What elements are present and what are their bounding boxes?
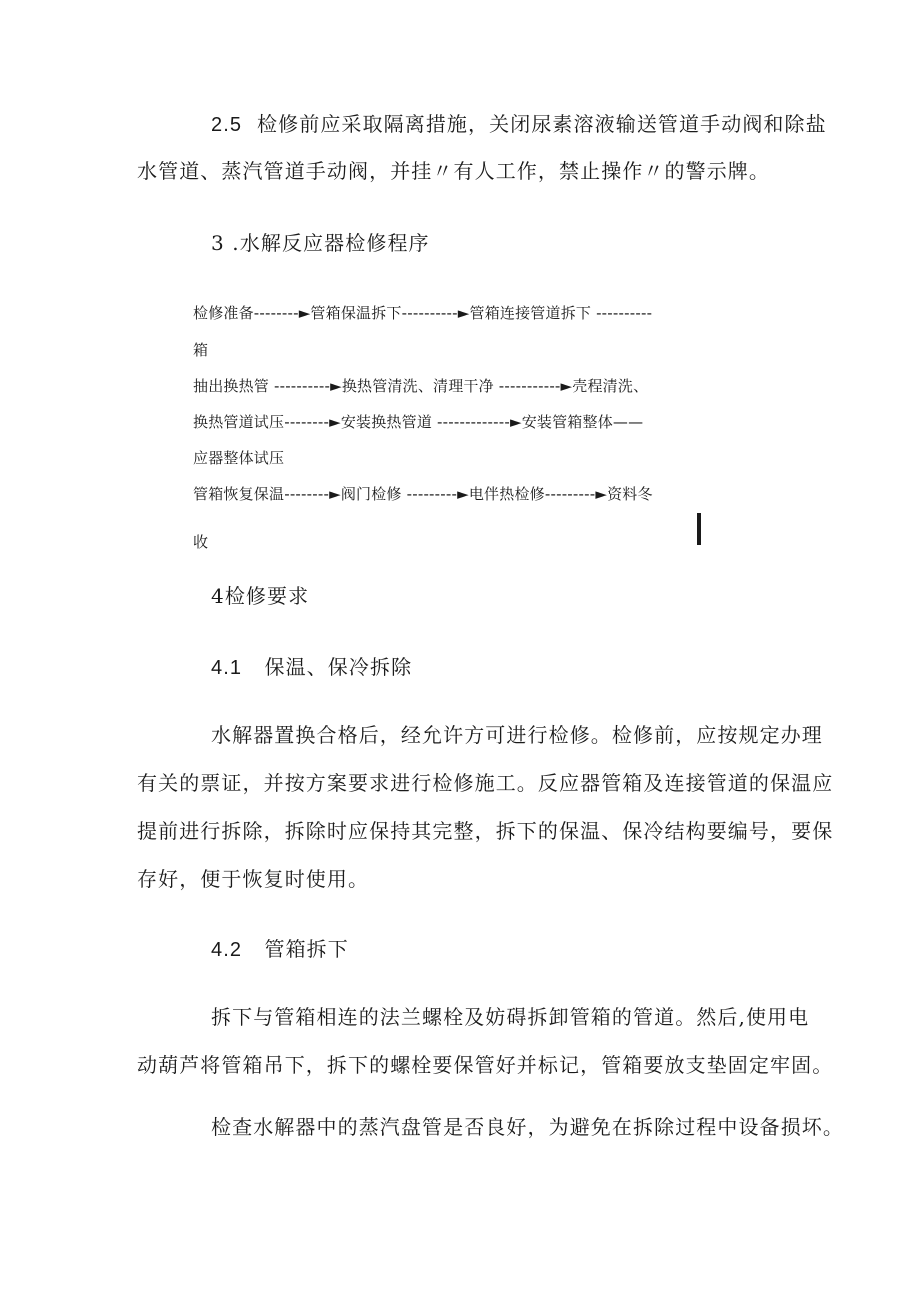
- section-title: 保温、保冷拆除: [264, 655, 413, 679]
- section-4-2-heading: [211, 933, 349, 962]
- section-3-heading: 3 .水解反应器检修程序: [211, 231, 430, 255]
- flow-line-6: 管箱恢复保温--------►阀门检修 ---------►电伴热检修---------►资料冬: [193, 485, 653, 503]
- section-number: 2.5: [211, 114, 243, 136]
- flow-line-1: 检修准备--------►管箱保温拆下----------►管箱连接管道拆下 ----------: [193, 304, 653, 322]
- flow-line-2: 箱: [193, 341, 209, 359]
- paragraph-line: 拆下与管箱相连的法兰螺栓及妨碍拆卸管箱的管道。然后,使用电: [211, 1005, 810, 1029]
- flow-line-3: 抽出换热管 ----------►换热管清洗、清理干净 -----------►壳程清洗、: [193, 377, 649, 395]
- paragraph-line: 存好，便于恢复时使用。: [137, 867, 370, 891]
- section-2-5-first-line: [211, 108, 827, 137]
- flow-line-4: 换热管道试压--------►安装换热管道 -------------►安装管箱整体——: [193, 413, 644, 431]
- section-number: 4.1: [211, 657, 243, 679]
- paragraph-line: 动葫芦将管箱吊下，拆下的螺栓要保管好并标记，管箱要放支垫固定牢固。: [137, 1053, 834, 1077]
- section-number: 4.2: [211, 939, 243, 961]
- section-title: 管箱拆下: [264, 937, 349, 961]
- section-2-5-second-line: 水管道、蒸汽管道手动阀，并挂〃有人工作，禁止操作〃的警示牌。: [137, 159, 770, 183]
- paragraph-line: 提前进行拆除，拆除时应保持其完整，拆下的保温、保冷结构要编号，要保: [137, 819, 834, 843]
- paragraph-text: 检修前应采取隔离措施，关闭尿素溶液输送管道手动阀和除盐: [257, 112, 827, 136]
- paragraph-line: 有关的票证，并按方案要求进行检修施工。反应器管箱及连接管道的保温应: [137, 771, 834, 795]
- section-4-1-heading: [211, 651, 412, 680]
- flow-line-7: 收: [193, 533, 209, 551]
- paragraph-line: 检查水解器中的蒸汽盘管是否良好，为避免在拆除过程中设备损坏。: [211, 1115, 844, 1139]
- paragraph-line: 水解器置换合格后，经允许方可进行检修。检修前，应按规定办理: [211, 723, 823, 747]
- flow-line-5: 应器整体试压: [193, 449, 285, 467]
- vertical-bar-mark: [697, 513, 701, 545]
- section-4-heading: 4检修要求: [211, 584, 310, 608]
